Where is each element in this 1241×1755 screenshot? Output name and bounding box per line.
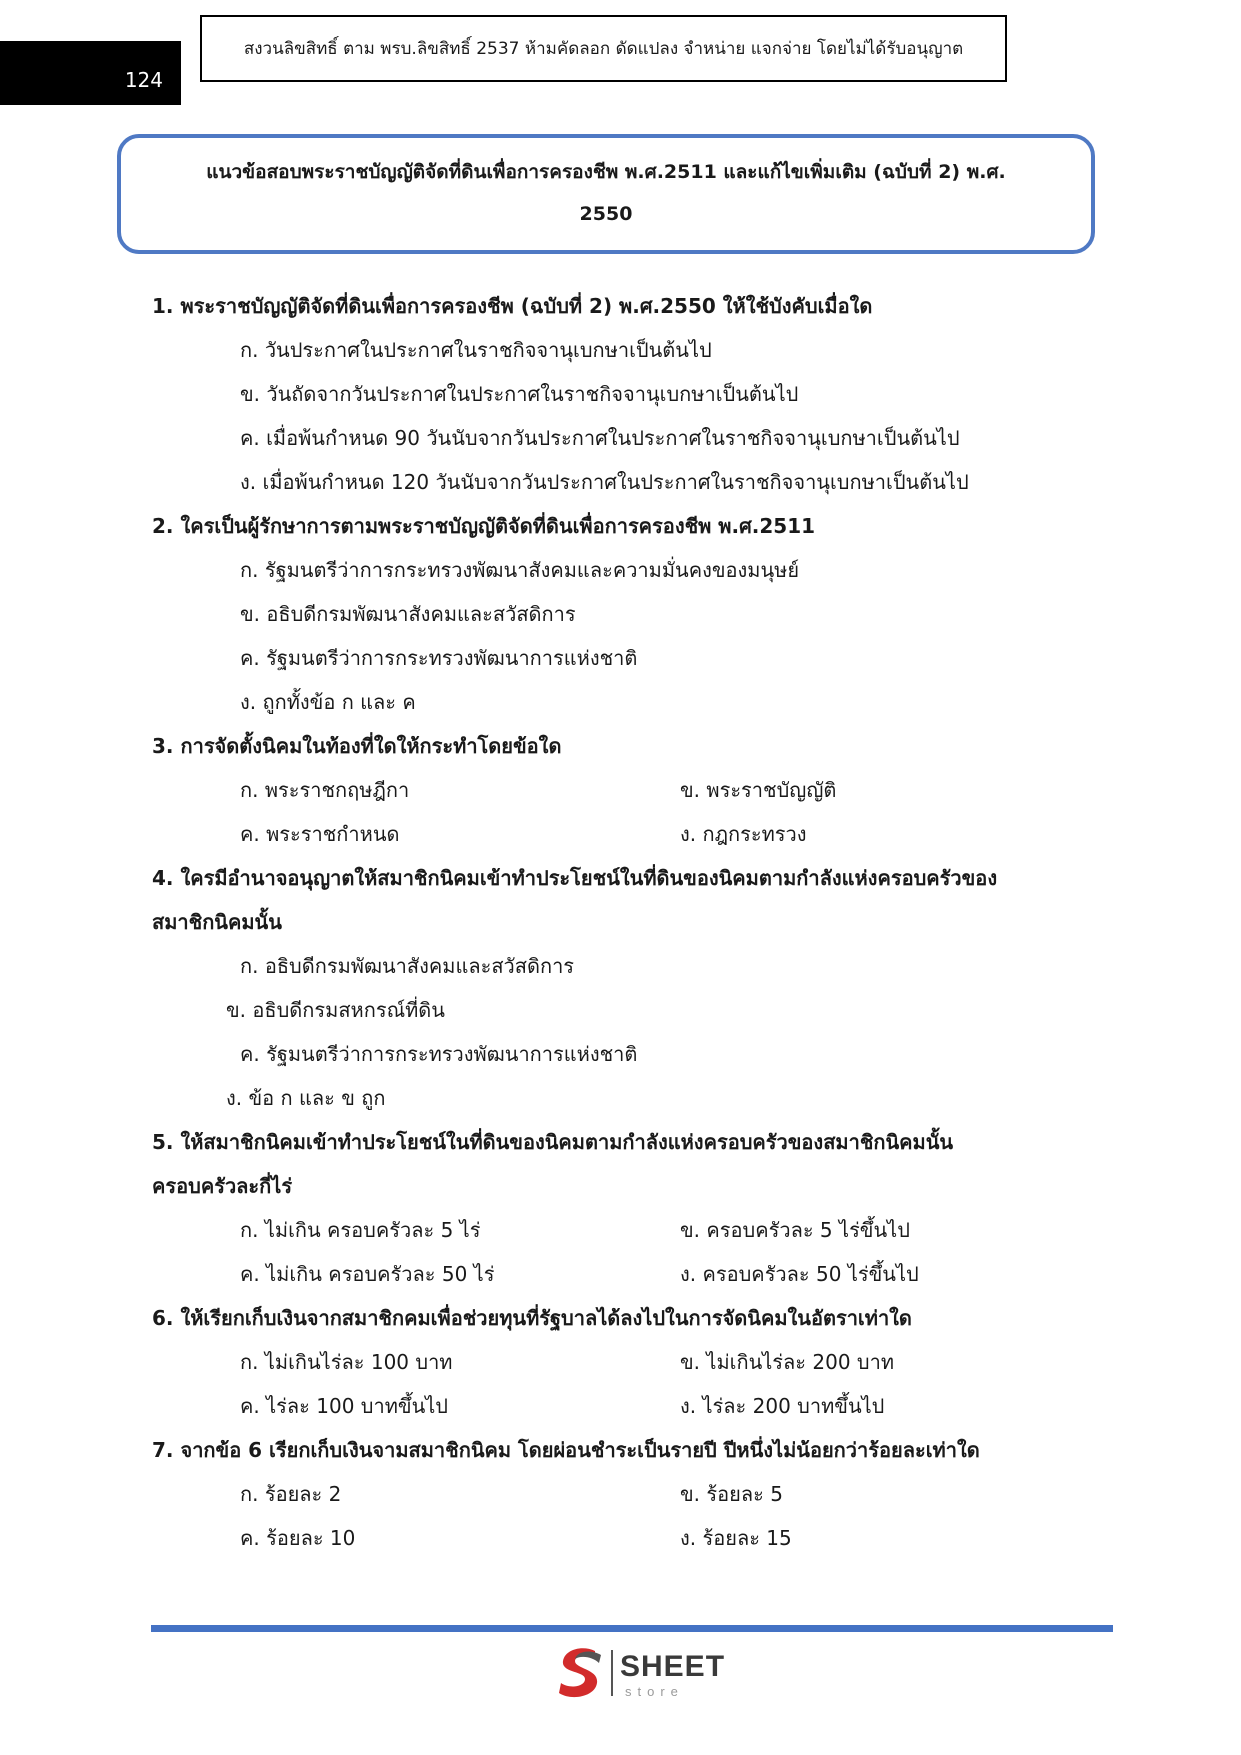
q3-option-c: ค. พระราชกำหนด — [240, 822, 400, 846]
q7-option-d: ง. ร้อยละ 15 — [680, 1526, 792, 1550]
question-2: 2. ใครเป็นผู้รักษาการตามพระราชบัญญัติจัดที่ดินเพื่อการครองชีพ พ.ศ.2511 — [152, 514, 816, 538]
q6-option-b: ข. ไม่เกินไร่ละ 200 บาท — [680, 1350, 895, 1374]
page-number: 124 — [124, 68, 163, 92]
q1-option-c: ค. เมื่อพ้นกำหนด 90 วันนับจากวันประกาศในประกาศในราชกิจจานุเบกษาเป็นต้นไป — [240, 426, 960, 450]
q7-option-c: ค. ร้อยละ 10 — [240, 1526, 356, 1550]
question-7: 7. จากข้อ 6 เรียกเก็บเงินจามสมาชิกนิคม โดยผ่อนชำระเป็นรายปี ปีหนึ่งไม่น้อยกว่าร้อยละเท่าใด — [152, 1438, 980, 1462]
q4-option-d: ง. ข้อ ก และ ข ถูก — [226, 1086, 386, 1110]
q5-option-a: ก. ไม่เกิน ครอบครัวละ 5 ไร่ — [240, 1218, 481, 1242]
q2-option-a: ก. รัฐมนตรีว่าการกระทรวงพัฒนาสังคมและความมั่นคงของมนุษย์ — [240, 558, 800, 582]
q7-option-a: ก. ร้อยละ 2 — [240, 1482, 342, 1506]
q2-option-b: ข. อธิบดีกรมพัฒนาสังคมและสวัสดิการ — [240, 602, 576, 626]
copyright-notice — [200, 15, 1007, 82]
q1-option-a: ก. วันประกาศในประกาศในราชกิจจานุเบกษาเป็นต้นไป — [240, 338, 712, 362]
q3-option-b: ข. พระราชบัญญัติ — [680, 778, 837, 802]
logo-wordmark: SHEET — [620, 1650, 726, 1683]
q3-option-a: ก. พระราชกฤษฎีกา — [240, 778, 410, 802]
question-5-line1: 5. ให้สมาชิกนิคมเข้าทำประโยชน์ในที่ดินของนิคมตามกำลังแห่งครอบครัวของสมาชิกนิคมนั้น — [152, 1130, 954, 1154]
page-number-tab — [0, 41, 181, 105]
exam-title-box — [117, 134, 1095, 254]
question-5-line2: ครอบครัวละกี่ไร่ — [152, 1174, 293, 1198]
q5-option-b: ข. ครอบครัวละ 5 ไร่ขึ้นไป — [680, 1218, 910, 1242]
logo-divider — [611, 1650, 613, 1696]
exam-title-line1: แนวข้อสอบพระราชบัญญัติจัดที่ดินเพื่อการครองชีพ พ.ศ.2511 และแก้ไขเพิ่มเติม (ฉบับที่ 2) พ.ศ. — [206, 161, 1006, 183]
q5-option-d: ง. ครอบครัวละ 50 ไร่ขึ้นไป — [680, 1262, 919, 1286]
sheet-store-logo-icon — [555, 1645, 607, 1699]
q2-option-c: ค. รัฐมนตรีว่าการกระทรวงพัฒนาการแห่งชาติ — [240, 646, 638, 670]
q6-option-d: ง. ไร่ละ 200 บาทขึ้นไป — [680, 1394, 885, 1418]
q1-option-d: ง. เมื่อพ้นกำหนด 120 วันนับจากวันประกาศในประกาศในราชกิจจานุเบกษาเป็นต้นไป — [240, 470, 969, 494]
question-6: 6. ให้เรียกเก็บเงินจากสมาชิกคมเพื่อช่วยทุนที่รัฐบาลได้ลงไปในการจัดนิคมในอัตราเท่าใด — [152, 1306, 912, 1330]
q4-option-c: ค. รัฐมนตรีว่าการกระทรวงพัฒนาการแห่งชาติ — [240, 1042, 638, 1066]
exam-title-line2: 2550 — [579, 203, 633, 225]
q2-option-d: ง. ถูกทั้งข้อ ก และ ค — [240, 690, 416, 714]
q6-option-c: ค. ไร่ละ 100 บาทขึ้นไป — [240, 1394, 448, 1418]
question-4-line2: สมาชิกนิคมนั้น — [152, 910, 282, 934]
q3-option-d: ง. กฎกระทรวง — [680, 822, 807, 846]
q6-option-a: ก. ไม่เกินไร่ละ 100 บาท — [240, 1350, 453, 1374]
footer-rule — [151, 1625, 1113, 1632]
q4-option-a: ก. อธิบดีกรมพัฒนาสังคมและสวัสดิการ — [240, 954, 575, 978]
question-1: 1. พระราชบัญญัติจัดที่ดินเพื่อการครองชีพ (ฉบับที่ 2) พ.ศ.2550 ให้ใช้บังคับเมื่อใด — [152, 294, 873, 318]
question-4-line1: 4. ใครมีอำนาจอนุญาตให้สมาชิกนิคมเข้าทำประโยชน์ในที่ดินของนิคมตามกำลังแห่งครอบครัวของ — [152, 866, 998, 890]
copyright-text: สงวนลิขสิทธิ์ ตาม พรบ.ลิขสิทธิ์ 2537 ห้ามคัดลอก ดัดแปลง จำหน่าย แจกจ่าย โดยไม่ได้รับอนุญาต — [243, 39, 964, 59]
logo-subtext: store — [625, 1684, 684, 1699]
q5-option-c: ค. ไม่เกิน ครอบครัวละ 50 ไร่ — [240, 1262, 495, 1286]
q4-option-b: ข. อธิบดีกรมสหกรณ์ที่ดิน — [226, 998, 445, 1022]
q7-option-b: ข. ร้อยละ 5 — [680, 1482, 783, 1506]
q1-option-b: ข. วันถัดจากวันประกาศในประกาศในราชกิจจานุเบกษาเป็นต้นไป — [240, 382, 799, 406]
question-3: 3. การจัดตั้งนิคมในท้องที่ใดให้กระทำโดยข้อใด — [152, 734, 562, 758]
